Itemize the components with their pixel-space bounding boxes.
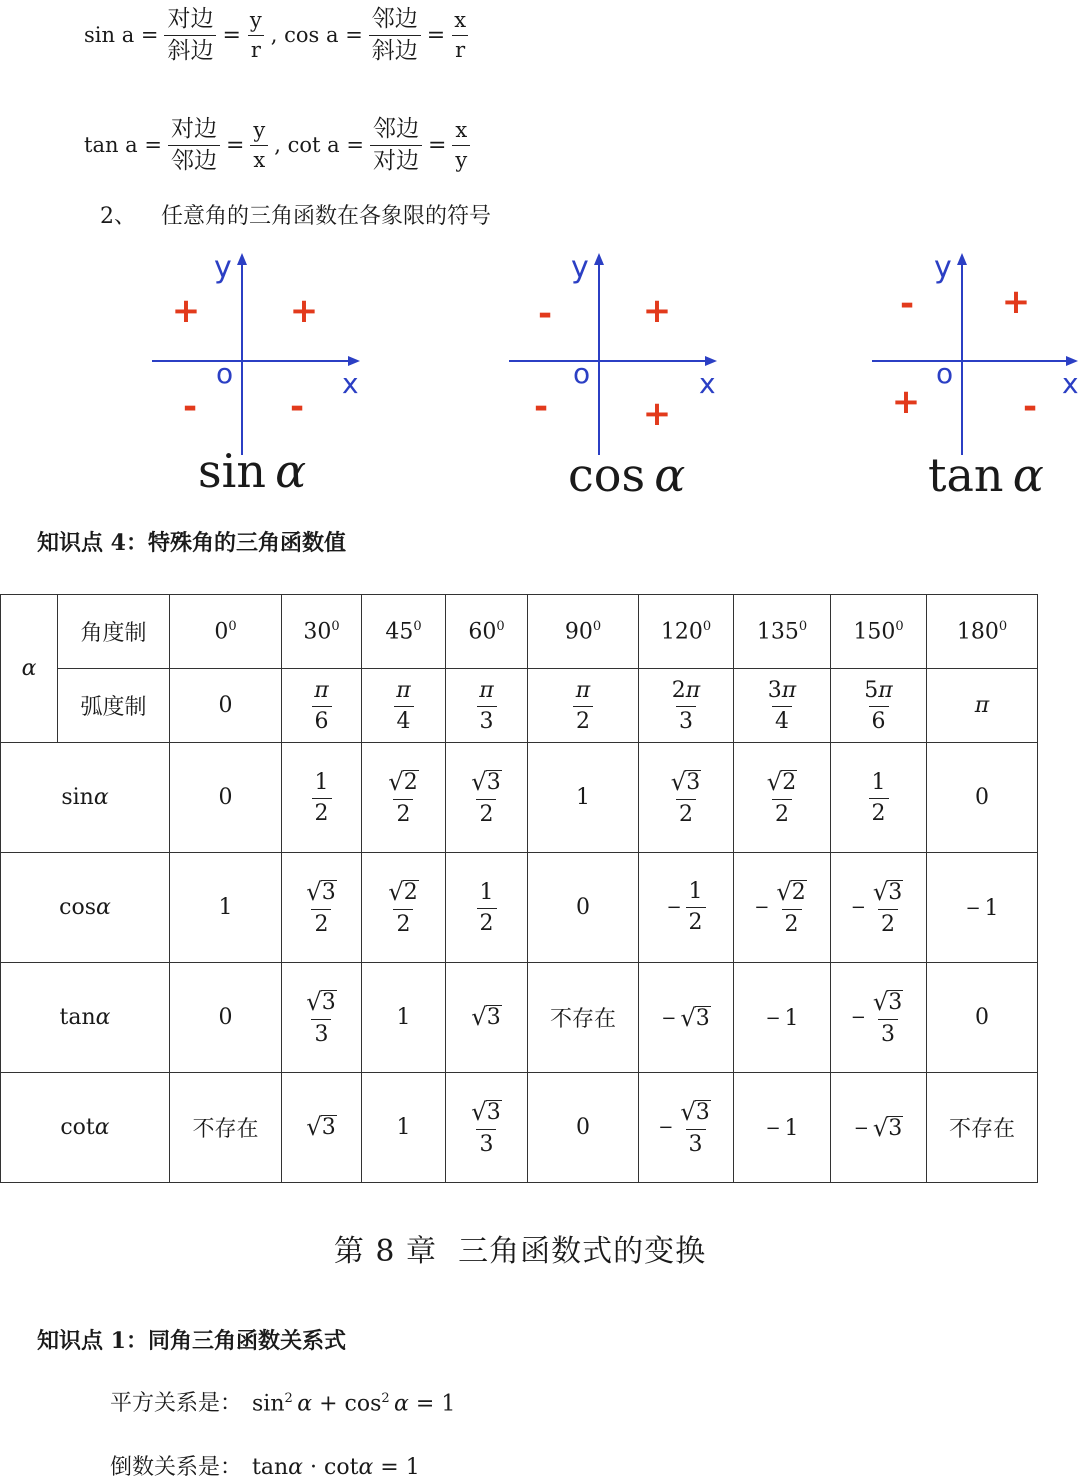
sqrt-expr: √ 3 [471, 767, 501, 796]
cell-value: 0 [218, 693, 233, 718]
sign-q1: + [642, 291, 672, 331]
radian-cell [282, 669, 362, 743]
table-cell [927, 743, 1038, 853]
degree-cell: $180^0$ [927, 595, 1038, 669]
sign-q3: + [891, 382, 921, 422]
cell-value: − √ 3 [661, 1004, 710, 1033]
cos-label: , cos a = [270, 23, 363, 47]
fraction: √ 3 3 [872, 987, 903, 1047]
cell-value: − 1 [765, 1005, 799, 1031]
cell-value [669, 680, 703, 733]
cell-value: − 1 [765, 1115, 799, 1141]
pi-expr: 5π [864, 678, 893, 703]
table-cell [170, 743, 282, 853]
knowledge-point-4-title: 知识点 4：特殊角的三角函数值 [37, 530, 346, 556]
table-cell [282, 853, 362, 963]
frac-y-r: $\frac{y}{r}$ [247, 10, 265, 61]
degree-label: 角度制 [58, 595, 170, 669]
radian-cell [528, 669, 639, 743]
cell-value [311, 680, 331, 733]
sign-q2: - [537, 294, 553, 334]
fraction: √ 3 3 [680, 1097, 710, 1157]
cot-label: , cot a = [274, 133, 364, 157]
cell-value [477, 882, 497, 935]
table-cell [831, 963, 927, 1073]
x-axis-label: x [1062, 367, 1079, 400]
frac-adjacent-opposite: $\frac{\text{邻边}}{\text{对边}}$ [370, 118, 422, 173]
quadrant-caption-sin: sin α [198, 444, 307, 498]
fraction: √ 3 3 [471, 1097, 501, 1157]
fraction: √ 2 2 [388, 767, 418, 827]
sin-row-label: sinα [1, 743, 170, 853]
sin-label: sin a = [84, 23, 159, 47]
cos-row [1, 853, 1038, 963]
cell-value [573, 680, 593, 733]
fraction: $\frac{5\pi}{6}$ [864, 678, 893, 734]
sqrt-expr: √ 2 [388, 767, 418, 796]
table-cell [528, 1073, 639, 1183]
square-relation-label: 平方关系是： [110, 1391, 243, 1416]
fraction: $\frac{1}{2}$ [312, 772, 332, 825]
fraction: $\frac{1}{2}$ [869, 772, 889, 825]
table-cell [170, 1073, 282, 1183]
degree-cell: $90^0$ [528, 595, 639, 669]
fraction: $\frac{3\pi}{4}$ [767, 678, 797, 734]
table-cell [639, 743, 734, 853]
cell-value: − √ 2 2 [754, 880, 810, 936]
cell-value: 0 [576, 1115, 590, 1140]
cell-value: 不存在 [948, 1117, 1015, 1142]
tan-row [1, 963, 1038, 1073]
sign-q4: + [642, 394, 672, 434]
sign-q1: + [1001, 282, 1031, 322]
fraction: $\frac{\pi}{3}$ [476, 680, 496, 733]
table-cell [282, 1073, 362, 1183]
table-cell [734, 743, 831, 853]
cell-value: − √ 3 3 [658, 1100, 714, 1156]
cos-row-label: cosα [1, 853, 170, 963]
cell-value [303, 877, 339, 937]
radian-cell [831, 669, 927, 743]
table-cell [639, 1073, 734, 1183]
chapter-title: 第 8 章 三角函数式的变换 [333, 1234, 707, 1269]
fraction: √ 2 2 [776, 877, 806, 937]
sqrt-expr: √ 3 [680, 1097, 710, 1126]
sqrt-expr: √ 2 [388, 877, 418, 906]
sqrt-expr: √ 3 [670, 767, 701, 796]
cell-value [385, 767, 421, 827]
sqrt-expr: √ 3 [872, 1114, 903, 1143]
fraction: √ 2 2 [766, 767, 797, 827]
pi-expr: π [479, 678, 494, 703]
pi-expr: 2π [671, 678, 701, 703]
frac-x-r: $\frac{x}{r}$ [451, 10, 469, 61]
cell-value: 1 [396, 1005, 411, 1030]
sqrt-expr: √ 3 [306, 877, 336, 906]
fraction: $\frac{2\pi}{3}$ [671, 678, 701, 734]
reciprocal-relation-formula: tanα · cotα = 1 [252, 1455, 420, 1480]
cell-value: 1 [218, 895, 233, 920]
table-cell [831, 1073, 927, 1183]
cell-value: − √ 3 [853, 1114, 903, 1143]
tan-row-label: tanα [1, 963, 170, 1073]
sin-cos-definition: sin a = $\frac{\text{对边}}{\text{斜边}}$ = $\frac{y}{r}$ , cos a = $\frac{\text{邻边}}{\text{斜边}}$ = $\frac{x}{r}$ [84, 2, 469, 68]
sign-q3: - [533, 387, 549, 427]
cell-value: 0 [218, 1005, 233, 1030]
table-cell [831, 743, 927, 853]
alpha-header: α [1, 595, 58, 743]
cell-value [975, 693, 989, 718]
pi-expr: π [575, 678, 591, 703]
sign-q4: - [289, 387, 305, 427]
fraction: √ 3 2 [306, 877, 336, 937]
degree-cell: $30^0$ [282, 595, 362, 669]
pi-expr: 3π [767, 678, 797, 703]
table-cell [528, 963, 639, 1073]
section-2-title: 任意角的三角函数在各象限的符号 [161, 204, 492, 229]
quadrant-caption-cos: cos α [568, 448, 686, 502]
cell-value [765, 680, 799, 733]
frac-opposite-hypotenuse: $\frac{\text{对边}}{\text{斜边}}$ [164, 8, 216, 63]
radian-cell [362, 669, 446, 743]
cell-value [468, 767, 504, 827]
x-axis-label: x [342, 367, 359, 400]
table-cell [362, 853, 446, 963]
cell-value: 0 [975, 1005, 989, 1030]
table-cell [446, 1073, 528, 1183]
cell-value [861, 680, 895, 733]
sqrt-expr: √ 2 [766, 767, 797, 796]
knowledge-point-1-title: 知识点 1：同角三角函数关系式 [37, 1328, 346, 1354]
fraction: $\frac{\pi}{4}$ [393, 680, 413, 733]
frac-adjacent-hypotenuse: $\frac{\text{邻边}}{\text{斜边}}$ [369, 8, 421, 63]
fraction: √ 3 2 [872, 877, 903, 937]
degree-cell: $135^0$ [734, 595, 831, 669]
cell-value [668, 767, 704, 827]
radian-label: 弧度制 [58, 669, 170, 743]
cell-value [468, 1097, 504, 1157]
cell-value [312, 772, 332, 825]
radian-cell [927, 669, 1038, 743]
sign-q2: - [899, 284, 915, 324]
sqrt-expr: √ 3 [306, 1112, 336, 1141]
square-relation-formula: $\sin^2 \alpha + \cos^2 \alpha = 1$ [252, 1390, 456, 1416]
fraction: √ 3 3 [306, 987, 336, 1047]
y-axis-label: y [571, 250, 589, 285]
sign-q3: - [182, 387, 198, 427]
fraction: √ 2 2 [388, 877, 418, 937]
radian-cell [446, 669, 528, 743]
degree-cell: $0^0$ [170, 595, 282, 669]
cell-value [764, 767, 800, 827]
table-cell [362, 963, 446, 1073]
cot-row [1, 1073, 1038, 1183]
cell-value [869, 772, 889, 825]
table-cell [362, 1073, 446, 1183]
pi-expr: π [974, 693, 990, 718]
table-cell [528, 853, 639, 963]
cell-value [393, 680, 413, 733]
cell-value: 不存在 [549, 1007, 616, 1032]
radian-cell [170, 669, 282, 743]
reciprocal-relation [110, 1450, 420, 1481]
square-relation [110, 1386, 455, 1417]
fraction: √ 3 2 [471, 767, 501, 827]
tan-cot-definition: tan a = $\frac{\text{对边}}{\text{邻边}}$ = $\frac{y}{x}$ , cot a = $\frac{\text{邻边}}{\text{对边}}$ = $\frac{x}{y}$ [84, 112, 470, 178]
table-cell [446, 743, 528, 853]
table-cell [734, 963, 831, 1073]
frac-x-y: $\frac{x}{y}$ [452, 120, 470, 171]
sqrt-expr: √ 3 [471, 1097, 501, 1126]
fraction: $\frac{1}{2}$ [686, 881, 706, 934]
table-cell [639, 963, 734, 1073]
sqrt-expr: √ 3 [680, 1004, 710, 1033]
radian-cell [734, 669, 831, 743]
sin-row [1, 743, 1038, 853]
radian-row [1, 669, 1038, 743]
section-2-number: 2、 [100, 204, 136, 229]
sqrt-expr: √ 2 [776, 877, 806, 906]
x-axis-label: x [699, 367, 716, 400]
reciprocal-relation-label: 倒数关系是： [110, 1455, 243, 1480]
sqrt-expr: √ 3 [872, 987, 903, 1016]
cell-value [306, 1112, 336, 1141]
fraction: √ 3 2 [670, 767, 701, 827]
cot-row-label: cotα [1, 1073, 170, 1183]
degree-cell: $150^0$ [831, 595, 927, 669]
quadrant-caption-tan: tan α [928, 448, 1044, 502]
cell-value: 1 [396, 1115, 411, 1140]
sign-q4: - [1022, 387, 1038, 427]
y-axis-label: y [934, 250, 952, 285]
fraction: $\frac{\pi}{6}$ [311, 680, 331, 733]
table-cell [927, 963, 1038, 1073]
origin-label: o [216, 357, 234, 390]
cell-value [476, 680, 496, 733]
fraction: $\frac{1}{2}$ [477, 882, 497, 935]
table-cell [831, 853, 927, 963]
cell-value: − 1 [965, 895, 999, 921]
frac-y-x: $\frac{y}{x}$ [250, 120, 268, 171]
table-cell [362, 743, 446, 853]
cell-value: 0 [218, 785, 233, 810]
sign-q1: + [289, 291, 319, 331]
origin-label: o [936, 357, 954, 390]
sign-q2: + [171, 291, 201, 331]
cell-value: − $\frac{1}{2}$ [666, 881, 705, 934]
cell-value [385, 877, 421, 937]
pi-expr: π [314, 678, 329, 703]
cell-value: 1 [576, 785, 590, 810]
special-angle-table [0, 594, 1038, 1183]
cell-value: 不存在 [192, 1117, 259, 1142]
fraction: $\frac{\pi}{2}$ [573, 680, 593, 733]
cell-value: 0 [975, 785, 989, 810]
radian-cell [639, 669, 734, 743]
cell-value: 0 [576, 895, 590, 920]
degree-cell: $120^0$ [639, 595, 734, 669]
cell-value: − √ 3 2 [851, 880, 907, 936]
tan-label: tan a = [84, 133, 162, 157]
section-2-heading [100, 199, 491, 230]
y-axis-label: y [214, 250, 232, 285]
table-cell [734, 853, 831, 963]
table-cell [282, 963, 362, 1073]
table-cell [927, 853, 1038, 963]
pi-expr: π [396, 678, 411, 703]
table-cell [446, 963, 528, 1073]
cell-value [303, 987, 339, 1047]
degree-row [1, 595, 1038, 669]
sqrt-expr: √ 3 [471, 1002, 501, 1031]
table-cell [282, 743, 362, 853]
table-cell [639, 853, 734, 963]
sqrt-expr: √ 3 [306, 987, 336, 1016]
origin-label: o [573, 357, 591, 390]
degree-cell: $45^0$ [362, 595, 446, 669]
sqrt-expr: √ 3 [872, 877, 903, 906]
cell-value: − √ 3 3 [851, 990, 907, 1046]
table-cell [927, 1073, 1038, 1183]
frac-opposite-adjacent: $\frac{\text{对边}}{\text{邻边}}$ [168, 118, 220, 173]
table-cell [528, 743, 639, 853]
table-cell [170, 963, 282, 1073]
table-cell [734, 1073, 831, 1183]
table-cell [170, 853, 282, 963]
cell-value [471, 1002, 501, 1031]
table-cell [446, 853, 528, 963]
degree-cell: $60^0$ [446, 595, 528, 669]
